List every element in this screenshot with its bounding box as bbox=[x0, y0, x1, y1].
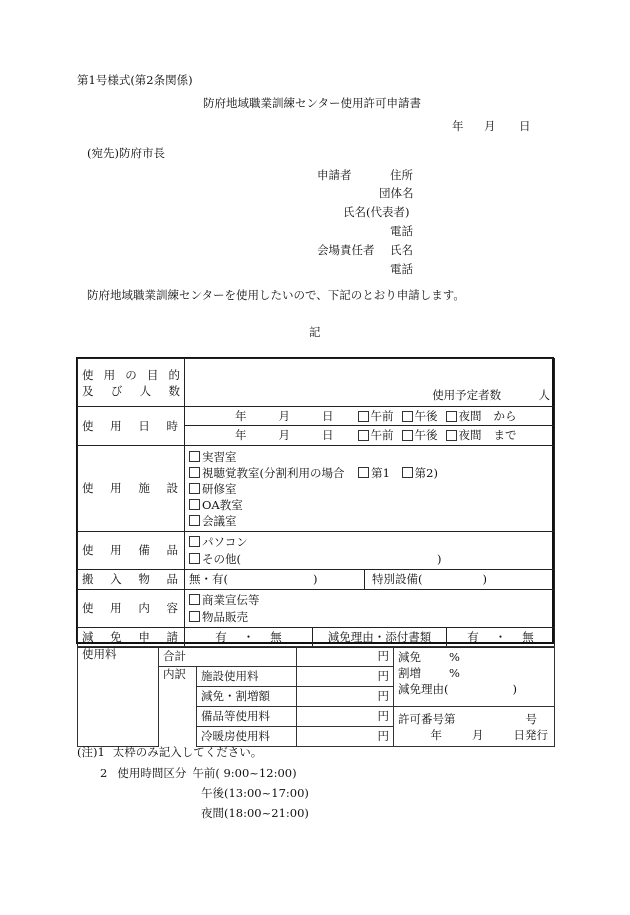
equipment-label: 使 用 備 品 bbox=[78, 532, 185, 570]
checkbox-facility-1[interactable] bbox=[189, 451, 200, 462]
checkbox-am-from[interactable] bbox=[358, 411, 369, 422]
facility-row bbox=[78, 446, 555, 532]
breakdown-label: 内訳 bbox=[159, 667, 197, 747]
purpose-label: 使 用 の 目 的 及 び 人 数 bbox=[78, 359, 185, 407]
phone-label: 電話 bbox=[390, 224, 413, 238]
content-label: 使 用 内 容 bbox=[78, 590, 185, 628]
note-pm: 午後(13:00~17:00) bbox=[201, 786, 309, 800]
carry-value[interactable]: 無・有( ) bbox=[185, 570, 365, 589]
form-title: 防府地域職業訓練センター使用許可申請書 bbox=[203, 96, 422, 110]
checkbox-facility-5[interactable] bbox=[189, 515, 200, 526]
special-equipment[interactable]: 特別設備( ) bbox=[372, 572, 487, 586]
checkbox-facility-2[interactable] bbox=[189, 467, 200, 478]
form-number: 第1号様式(第2条関係) bbox=[77, 73, 193, 87]
ki-label: 記 bbox=[309, 325, 321, 339]
note-night: 夜間(18:00~21:00) bbox=[201, 806, 309, 820]
applicant-label: 申請者 bbox=[317, 168, 352, 182]
venue-manager-label: 会場責任者 bbox=[317, 243, 375, 257]
fee-item: 備品等使用料 bbox=[197, 707, 297, 727]
reduction-info[interactable]: 減免 % 割増 % 減免理由( ) bbox=[394, 647, 555, 707]
expected-users-label: 使用予定者数 bbox=[432, 388, 502, 402]
checkbox-pm-to[interactable] bbox=[402, 430, 413, 441]
intro-text: 防府地域職業訓練センターを使用したいので、下記のとおり申請します。 bbox=[87, 288, 465, 302]
reduction-row bbox=[78, 628, 555, 648]
phone-label-2: 電話 bbox=[390, 262, 413, 276]
date-year: 年 bbox=[452, 119, 464, 133]
fee-item-value[interactable]: 円 bbox=[297, 687, 394, 707]
fee-label: 使用料 bbox=[78, 647, 159, 747]
name-rep-label: 氏名(代表者) bbox=[343, 205, 410, 219]
permit-info[interactable]: 許可番号第 号 年 月 日発行 bbox=[394, 707, 555, 747]
total-value[interactable]: 円 bbox=[297, 647, 394, 667]
fee-item-value[interactable]: 円 bbox=[297, 727, 394, 747]
person-unit: 人 bbox=[538, 388, 550, 402]
equipment-row bbox=[78, 532, 555, 570]
total-label: 合計 bbox=[159, 647, 297, 667]
note-2: 2 使用時間区分 午前( 9:00~12:00) bbox=[100, 766, 297, 780]
facility-option[interactable]: 視聴覚教室(分割利用の場合 第1 第2) bbox=[189, 465, 550, 481]
purpose-row bbox=[78, 359, 555, 407]
facility-label: 使 用 施 設 bbox=[78, 446, 185, 532]
datetime-to[interactable]: 年 月 日 午前 午後 夜間 まで bbox=[235, 428, 517, 442]
note-1: (注)1 太枠のみ記入してください。 bbox=[77, 745, 263, 759]
fee-item: 施設使用料 bbox=[197, 667, 297, 687]
checkbox-night-from[interactable] bbox=[446, 411, 457, 422]
venue-name-label: 氏名 bbox=[390, 243, 413, 257]
fee-item-value[interactable]: 円 bbox=[297, 667, 394, 687]
fee-item-value[interactable]: 円 bbox=[297, 707, 394, 727]
checkbox-facility-4[interactable] bbox=[189, 499, 200, 510]
fee-table bbox=[77, 646, 555, 747]
fee-item: 減免・割増額 bbox=[197, 687, 297, 707]
addressee: (宛先)防府市長 bbox=[87, 146, 165, 160]
checkbox-content-1[interactable] bbox=[189, 594, 200, 605]
purpose-value[interactable] bbox=[185, 359, 555, 407]
reason-attachment-label: 減免理由・添付書類 bbox=[313, 628, 447, 647]
application-table bbox=[77, 358, 555, 648]
carry-label: 搬 入 物 品 bbox=[78, 570, 185, 590]
facility-option[interactable]: 実習室 bbox=[189, 449, 550, 465]
carry-row bbox=[78, 570, 555, 590]
datetime-from[interactable]: 年 月 日 午前 午後 夜間 から bbox=[185, 407, 554, 426]
fee-item: 冷暖房使用料 bbox=[197, 727, 297, 747]
equipment-pc[interactable]: パソコン bbox=[189, 534, 550, 551]
reduction-label: 減 免 申 請 bbox=[78, 628, 185, 648]
content-option[interactable]: 物品販売 bbox=[189, 609, 550, 626]
reduction-yes-no[interactable]: 有 ・ 無 bbox=[185, 628, 313, 647]
checkbox-am-to[interactable] bbox=[358, 430, 369, 441]
equipment-other[interactable]: その他( ) bbox=[189, 551, 550, 568]
checkbox-split-1[interactable] bbox=[358, 467, 369, 478]
date-day: 日 bbox=[519, 119, 531, 133]
facility-option[interactable]: 会議室 bbox=[189, 513, 550, 529]
content-row bbox=[78, 590, 555, 628]
checkbox-pc[interactable] bbox=[189, 536, 200, 547]
checkbox-split-2[interactable] bbox=[402, 467, 413, 478]
date-month: 月 bbox=[484, 119, 496, 133]
attachment-yes-no[interactable]: 有 ・ 無 bbox=[467, 630, 534, 644]
facility-option[interactable]: OA教室 bbox=[189, 497, 550, 513]
checkbox-pm-from[interactable] bbox=[402, 411, 413, 422]
checkbox-other[interactable] bbox=[189, 553, 200, 564]
checkbox-content-2[interactable] bbox=[189, 611, 200, 622]
checkbox-facility-3[interactable] bbox=[189, 483, 200, 494]
datetime-row bbox=[78, 407, 555, 446]
address-label: 住所 bbox=[390, 168, 413, 182]
datetime-label: 使 用 日 時 bbox=[78, 407, 185, 446]
group-label: 団体名 bbox=[379, 186, 414, 200]
facility-option[interactable]: 研修室 bbox=[189, 481, 550, 497]
checkbox-night-to[interactable] bbox=[446, 430, 457, 441]
content-option[interactable]: 商業宣伝等 bbox=[189, 592, 550, 609]
